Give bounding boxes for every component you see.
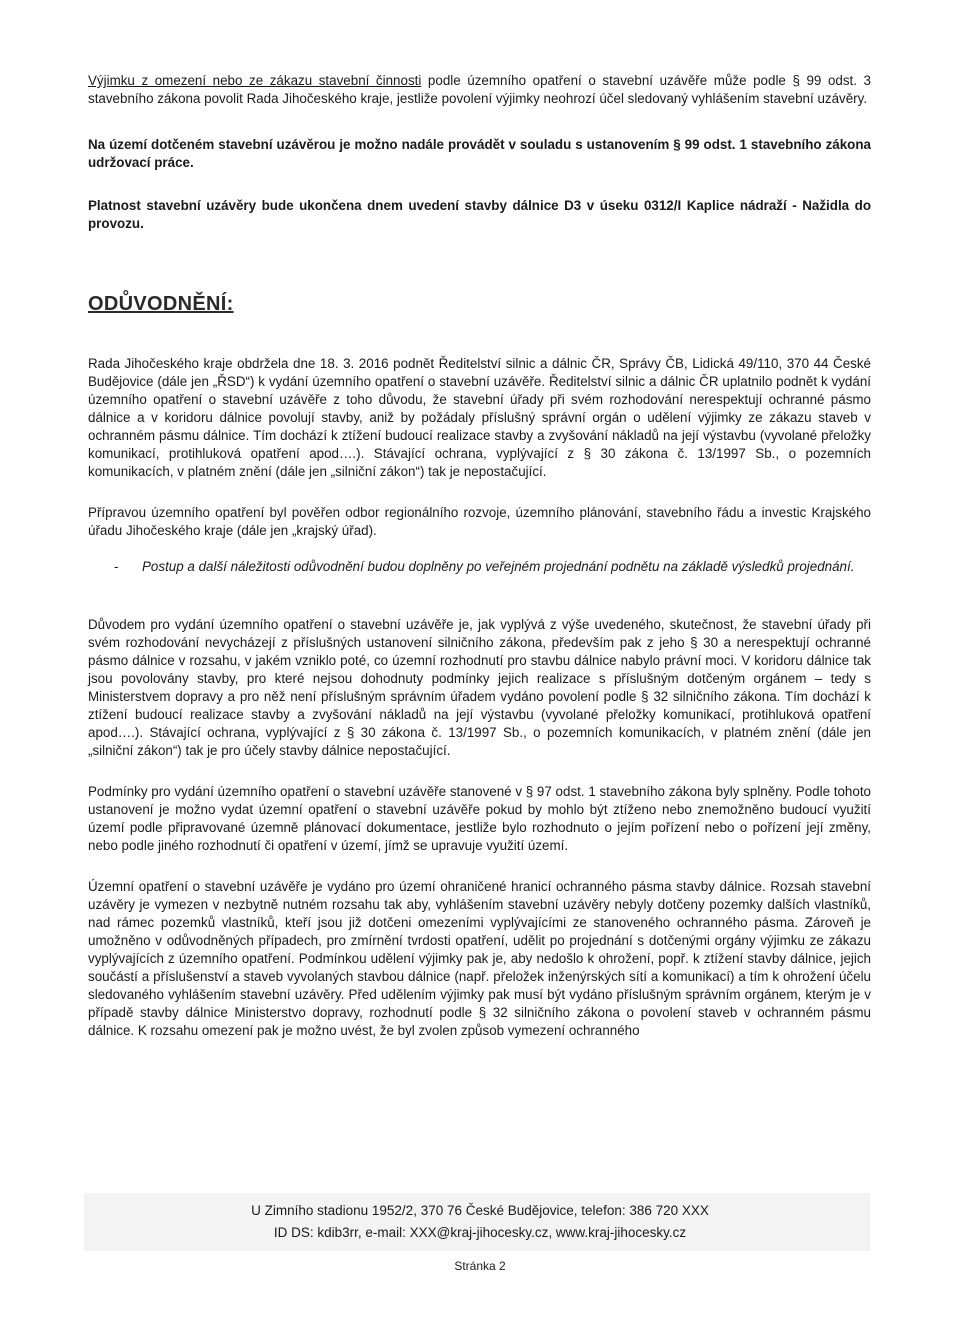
section-heading-justification: ODŮVODNĚNÍ: <box>88 293 234 315</box>
paragraph-conditions: Podmínky pro vydání územního opatření o stavební uzávěře stanovené v § 97 odst. 1 stavebního zákona byly splněny. Podle tohoto ustanovení je možno vydat územní opatření o stavební uzávěře pokud by mohlo být ztíženo nebo znemožněno budoucí využití území podle připravované územně plánovací dokumentace, jestliže bylo rozhodnuto o jejím pořízení nebo o pořízení její změny, nebo podle jiného rozhodnutí či opatření v území, jímž se upravuje využití území. <box>88 784 871 853</box>
bullet-text: Postup a další náležitosti odůvodnění budou doplněny po veřejném projednání podnětu na základě výsledků projednání. <box>142 559 855 574</box>
document-body <box>88 72 871 1040</box>
paragraph-preparation: Přípravou územního opatření byl pověřen odbor regionálního rozvoje, územního plánování, stavebního řádu a investic Krajského úřadu Jihočeského kraje (dále jen „krajský úřad). <box>88 505 871 538</box>
paragraph-request: Rada Jihočeského kraje obdržela dne 18. 3. 2016 podnět Ředitelství silnic a dálnic ČR, Správy ČB, Lidická 49/110, 370 44 České Budějovice (dále jen „ŘSD“) k vydání územního opatření o stavební uzávěře. Ředitelství silnic a dálnic ČR uplatnilo podnět k vydání územního opatření o stavební uzávěře z toho důvodu, že stavební úřady při svém rozhodování nerespektují ochranné pásmo dálnice a v koridoru dálnice povolují stavby, aniž by požádaly příslušný správní orgán o udělení výjimky ze zákazu staveb v ochranném pásmu dálnice. Tím dochází k ztížení budoucí realizace stavby a zvyšování nákladů na její výstavbu (vyvolané přeložky komunikací, protihluková opatření apod….). Stávající ochrana, vyplývající z § 30 zákona č. 13/1997 Sb., o pozemních komunikacích, v platném znění (dále jen „silniční zákon“) tak je nepostačující. <box>88 356 871 479</box>
footer-band <box>84 1193 870 1251</box>
exception-underlined-text: Výjimku z omezení nebo ze zákazu stavební činnosti <box>88 73 422 88</box>
footer-contact: ID DS: kdib3rr, e-mail: XXX@kraj-jihocesky.cz, www.kraj-jihocesky.cz <box>273 1225 687 1240</box>
exception-text: podle územního opatření o stavební uzávěře může podle § 99 odst. 3 stavebního zákona povolit Rada Jihočeského kraje, jestliže povolení výjimky neohrozí účel sledovaný vyhlášením stavební uzávěry. <box>88 73 871 106</box>
footer-address: U Zimního stadionu 1952/2, 370 76 České Budějovice, telefon: 386 720 XXX <box>251 1203 709 1218</box>
paragraph-maintenance: Na území dotčeném stavební uzávěrou je možno nadále provádět v souladu s ustanovením § 99 odst. 1 stavebního zákona udržovací práce. <box>88 137 871 170</box>
page-number: Stránka 2 <box>454 1259 506 1273</box>
paragraph-scope: Územní opatření o stavební uzávěře je vydáno pro území ohraničené hranicí ochranného pásma stavby dálnice. Rozsah stavební uzávěry je vymezen v nezbytně nutném rozsahu tak aby, vyhlášením stavební uzávěry nebyly dotčeny pozemky dalších vlastníků, nad rámec pozemků vlastníků, kteří jsou již dotčeni omezeními vyplývajícími ze stanoveného ochranného pásma. Zároveň je umožněno v odůvodněných případech, pro zmírnění tvrdosti opatření, udělit po projednání s dotčenými orgány výjimku ze zákazu vyplývajících z územního opatření. Podmínkou udělení výjimky pak je, aby nedošlo k ohrožení, popř. k ztížení stavby dálnice, jejich součástí a příslušenství a staveb vyvolaných stavbou dálnice (např. přeložek inženýrských sítí a komunikací) a tím k ohrožení účelu sledovaného vyhlášením stavební uzávěry. Před udělením výjimky pak musí být vydáno příslušným správním orgánem, kterým je v případě stavby dálnice Ministerstvo dopravy, rozhodnutí podle § 32 silničního zákona o povolení staveb v ochranném pásmu dálnice. K rozsahu omezení pak je možno uvést, že byl zvolen způsob vymezení ochranného <box>88 879 871 1038</box>
bullet-dash: - <box>114 559 119 574</box>
paragraph-validity: Platnost stavební uzávěry bude ukončena dnem uvedení stavby dálnice D3 v úseku 0312/I Kaplice nádraží - Nažidla do provozu. <box>88 198 871 231</box>
paragraph-reason: Důvodem pro vydání územního opatření o stavební uzávěře je, jak vyplývá z výše uvedeného, skutečnost, že stavební úřady při svém rozhodování nevycházejí z příslušných ustanovení silničního zákona, především pak z jeho § 30 a nerespektují ochranné pásmo dálnice v rozsahu, v jakém vzniklo poté, co územní rozhodnutí pro stavbu dálnice nabylo právní moci. V koridoru dálnice tak jsou povolovány stavby, pro které nejsou dohodnuty podmínky jejich realizace s příslušným dotčeným orgánem – tedy s Ministerstvem dopravy a pro něž není příslušným správním úřadem vydáno povolení podle § 32 silničního zákona. Tím dochází k ztížení budoucí realizace stavby a zvyšování nákladů na její výstavbu (vyvolané přeložky komunikací, protihluková opatření apod….). Stávající ochrana, vyplývající z § 30 zákona č. 13/1997 Sb., o pozemních komunikacích, v platném znění (dále jen „silniční zákon“) tak je pro účely stavby dálnice nepostačující. <box>88 617 871 758</box>
paragraph-exception <box>88 72 871 108</box>
bullet-item <box>88 558 871 576</box>
